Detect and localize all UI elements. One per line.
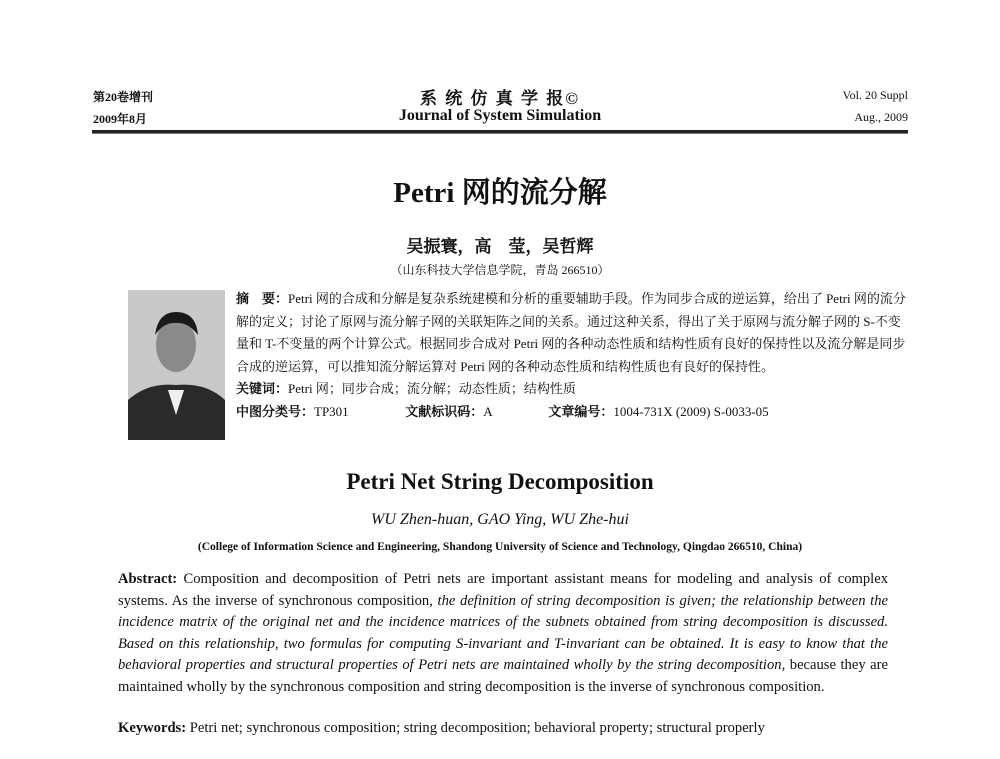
volume-en: Vol. 20 Suppl — [842, 88, 908, 102]
classification-line — [236, 401, 906, 424]
abstract-cn-label: 摘 要： — [236, 291, 289, 306]
affiliation-en: (College of Information Science and Engineering, Shandong University of Science and Technology, Qingdao 266510, China) — [197, 541, 803, 553]
journal-name-cn: 系 统 仿 真 学 报© — [420, 89, 580, 108]
abstract-en — [118, 569, 888, 699]
abstract-en-label: Abstract: — [118, 571, 178, 587]
doc-code-value: A — [483, 403, 492, 419]
keywords-en-label: Keywords: — [118, 720, 187, 736]
keywords-en — [118, 720, 765, 737]
clc-label: 中图分类号： — [236, 403, 315, 419]
abstract-en-part2: the definition of string decomposition is given; the relationship between the incidence matrix of the original net and the incidence matrices of the subnets obtained from string decomposition is discussed. Based on this relationship, two formulas for computing S-invariant and T-invariant can be obtained. It is easy to know that the behavioral properties and structural properties of Petri nets are maintained wholly by the string decomposition, — [118, 592, 889, 674]
keywords-cn — [236, 378, 906, 401]
paper-title-en: Petri Net String Decomposition — [346, 469, 654, 494]
article-no-value: 1004-731X (2009) S-0033-05 — [613, 403, 769, 419]
abstract-cn-body: Petri 网的合成和分解是复杂系统建模和分析的重要辅助手段。作为同步合成的逆运算，给出了 Petri 网的流分解的定义；讨论了原网与流分解子网的关联矩阵之间的关系。通过这种关系，得出了关于原网与流分解子网的 S-不变量和 T-不变量的两个计算公式。根据同步合成对 Petri 网的各种动态性质和结构性质有良好的保持性以及流分解是同步合成的逆运算，可以推知流分解运算对 Petri 网的各种动态性质和结构性质也有良好的保持性。 — [236, 291, 906, 374]
article-no-label: 文章编号： — [548, 403, 614, 419]
volume-cn: 第20卷增刊 — [93, 90, 154, 104]
abstract-cn-text — [236, 288, 906, 378]
keywords-cn-body: Petri 网；同步合成；流分解；动态性质；结构性质 — [288, 381, 576, 396]
doc-code-label: 文献标识码： — [405, 403, 484, 419]
keywords-en-body: Petri net; synchronous composition; string decomposition; behavioral property; structural properly — [186, 720, 765, 736]
authors-cn: 吴振寰，高 莹，吴哲辉 — [406, 237, 594, 256]
affiliation-cn: （山东科技大学信息学院，青岛 266510） — [390, 263, 610, 277]
authors-en: WU Zhen-huan, GAO Ying, WU Zhe-hui — [371, 511, 629, 528]
author-photo — [128, 290, 225, 440]
keywords-cn-label: 关键词： — [236, 381, 289, 396]
date-en: Aug., 2009 — [854, 110, 908, 124]
journal-name-en: Journal of System Simulation — [398, 107, 602, 124]
date-cn: 2009年8月 — [93, 112, 148, 126]
abstract-en-part1: Composition and decomposition of Petri nets are important assistant means for modeling and analysis of complex systems. As the inverse of synchronous composition, — [118, 571, 888, 609]
paper-title-cn: Petri 网的流分解 — [393, 177, 607, 209]
clc-value: TP301 — [314, 403, 349, 419]
abstract-en-part3: because they are maintained wholly by the synchronous composition and string decomposition is the inverse of synchronous composition. — [118, 657, 888, 695]
abstract-cn — [236, 288, 906, 423]
header-rule — [92, 130, 908, 134]
